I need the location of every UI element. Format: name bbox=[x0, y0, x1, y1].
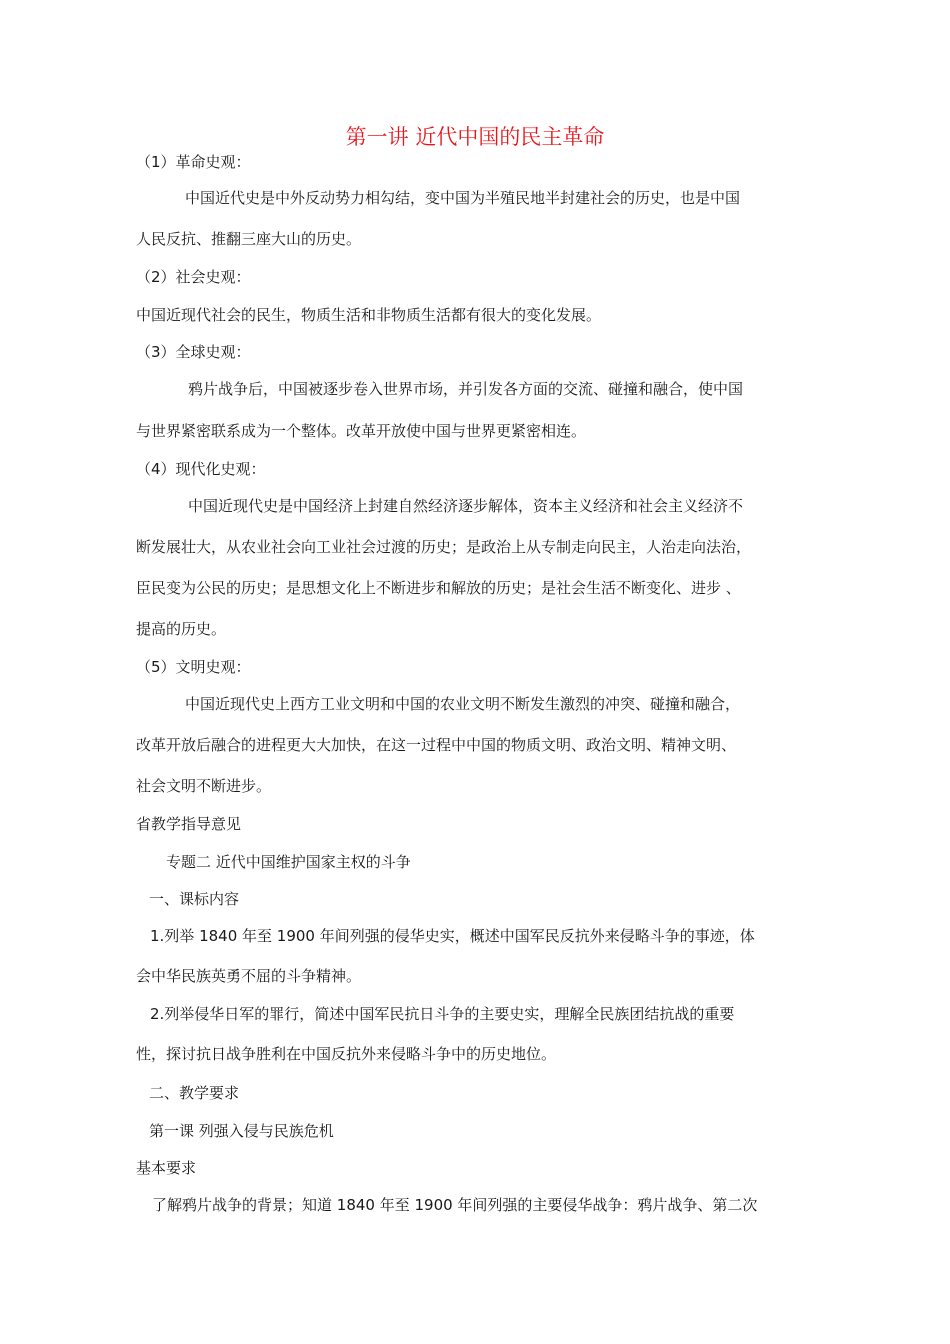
paragraph-line: 了解鸦片战争的背景；知道 1840 年至 1900 年间列强的主要侵华战争：鸦片战争、第二次 bbox=[152, 1196, 758, 1214]
paragraph-line: 中国近现代社会的民生，物质生活和非物质生活都有很大的变化发展。 bbox=[136, 306, 602, 324]
section-heading-civilization: （5）文明史观： bbox=[136, 658, 251, 676]
paragraph-line: 提高的历史。 bbox=[136, 620, 227, 638]
heading-standards: 一、课标内容 bbox=[149, 890, 240, 908]
heading-basic-requirements: 基本要求 bbox=[136, 1159, 197, 1177]
heading-lesson-one: 第一课 列强入侵与民族危机 bbox=[149, 1122, 334, 1140]
paragraph-line: 臣民变为公民的历史；是思想文化上不断进步和解放的历史；是社会生活不断变化、进步 、 bbox=[136, 579, 741, 597]
paragraph-line: 人民反抗、推翻三座大山的历史。 bbox=[136, 230, 362, 248]
section-heading-modernization: （4）现代化史观： bbox=[136, 460, 266, 478]
section-heading-revolution: （1）革命史观： bbox=[136, 153, 251, 171]
paragraph-line: 社会文明不断进步。 bbox=[136, 777, 272, 795]
heading-guidance: 省教学指导意见 bbox=[136, 815, 242, 833]
heading-topic-two: 专题二 近代中国维护国家主权的斗争 bbox=[166, 853, 411, 871]
paragraph-line: 中国近现代史是中国经济上封建自然经济逐步解体，资本主义经济和社会主义经济不 bbox=[188, 497, 744, 515]
paragraph-line: 改革开放后融合的进程更大大加快，在这一过程中中国的物质文明、政治文明、精神文明、 bbox=[136, 736, 737, 754]
paragraph-line: 鸦片战争后，中国被逐步卷入世界市场，并引发各方面的交流、碰撞和融合，使中国 bbox=[188, 380, 744, 398]
document-title: 第一讲 近代中国的民主革命 bbox=[345, 125, 605, 149]
paragraph-line: 1.列举 1840 年至 1900 年间列强的侵华史实，概述中国军民反抗外来侵略斗争的事迹，体 bbox=[150, 927, 755, 945]
paragraph-line: 性，探讨抗日战争胜利在中国反抗外来侵略斗争中的历史地位。 bbox=[136, 1045, 557, 1063]
section-heading-global: （3）全球史观： bbox=[136, 343, 251, 361]
paragraph-line: 断发展壮大，从农业社会向工业社会过渡的历史；是政治上从专制走向民主，人治走向法治， bbox=[136, 538, 752, 556]
heading-teaching-requirements: 二、教学要求 bbox=[149, 1084, 240, 1102]
paragraph-line: 与世界紧密联系成为一个整体。改革开放使中国与世界更紧密相连。 bbox=[136, 422, 587, 440]
section-heading-social: （2）社会史观： bbox=[136, 268, 251, 286]
paragraph-line: 中国近代史是中外反动势力相勾结，变中国为半殖民地半封建社会的历史，也是中国 bbox=[185, 189, 741, 207]
paragraph-line: 会中华民族英勇不屈的斗争精神。 bbox=[136, 967, 362, 985]
paragraph-line: 中国近现代史上西方工业文明和中国的农业文明不断发生激烈的冲突、碰撞和融合， bbox=[185, 695, 741, 713]
paragraph-line: 2.列举侵华日军的罪行，简述中国军民抗日斗争的主要史实，理解全民族团结抗战的重要 bbox=[150, 1005, 735, 1023]
